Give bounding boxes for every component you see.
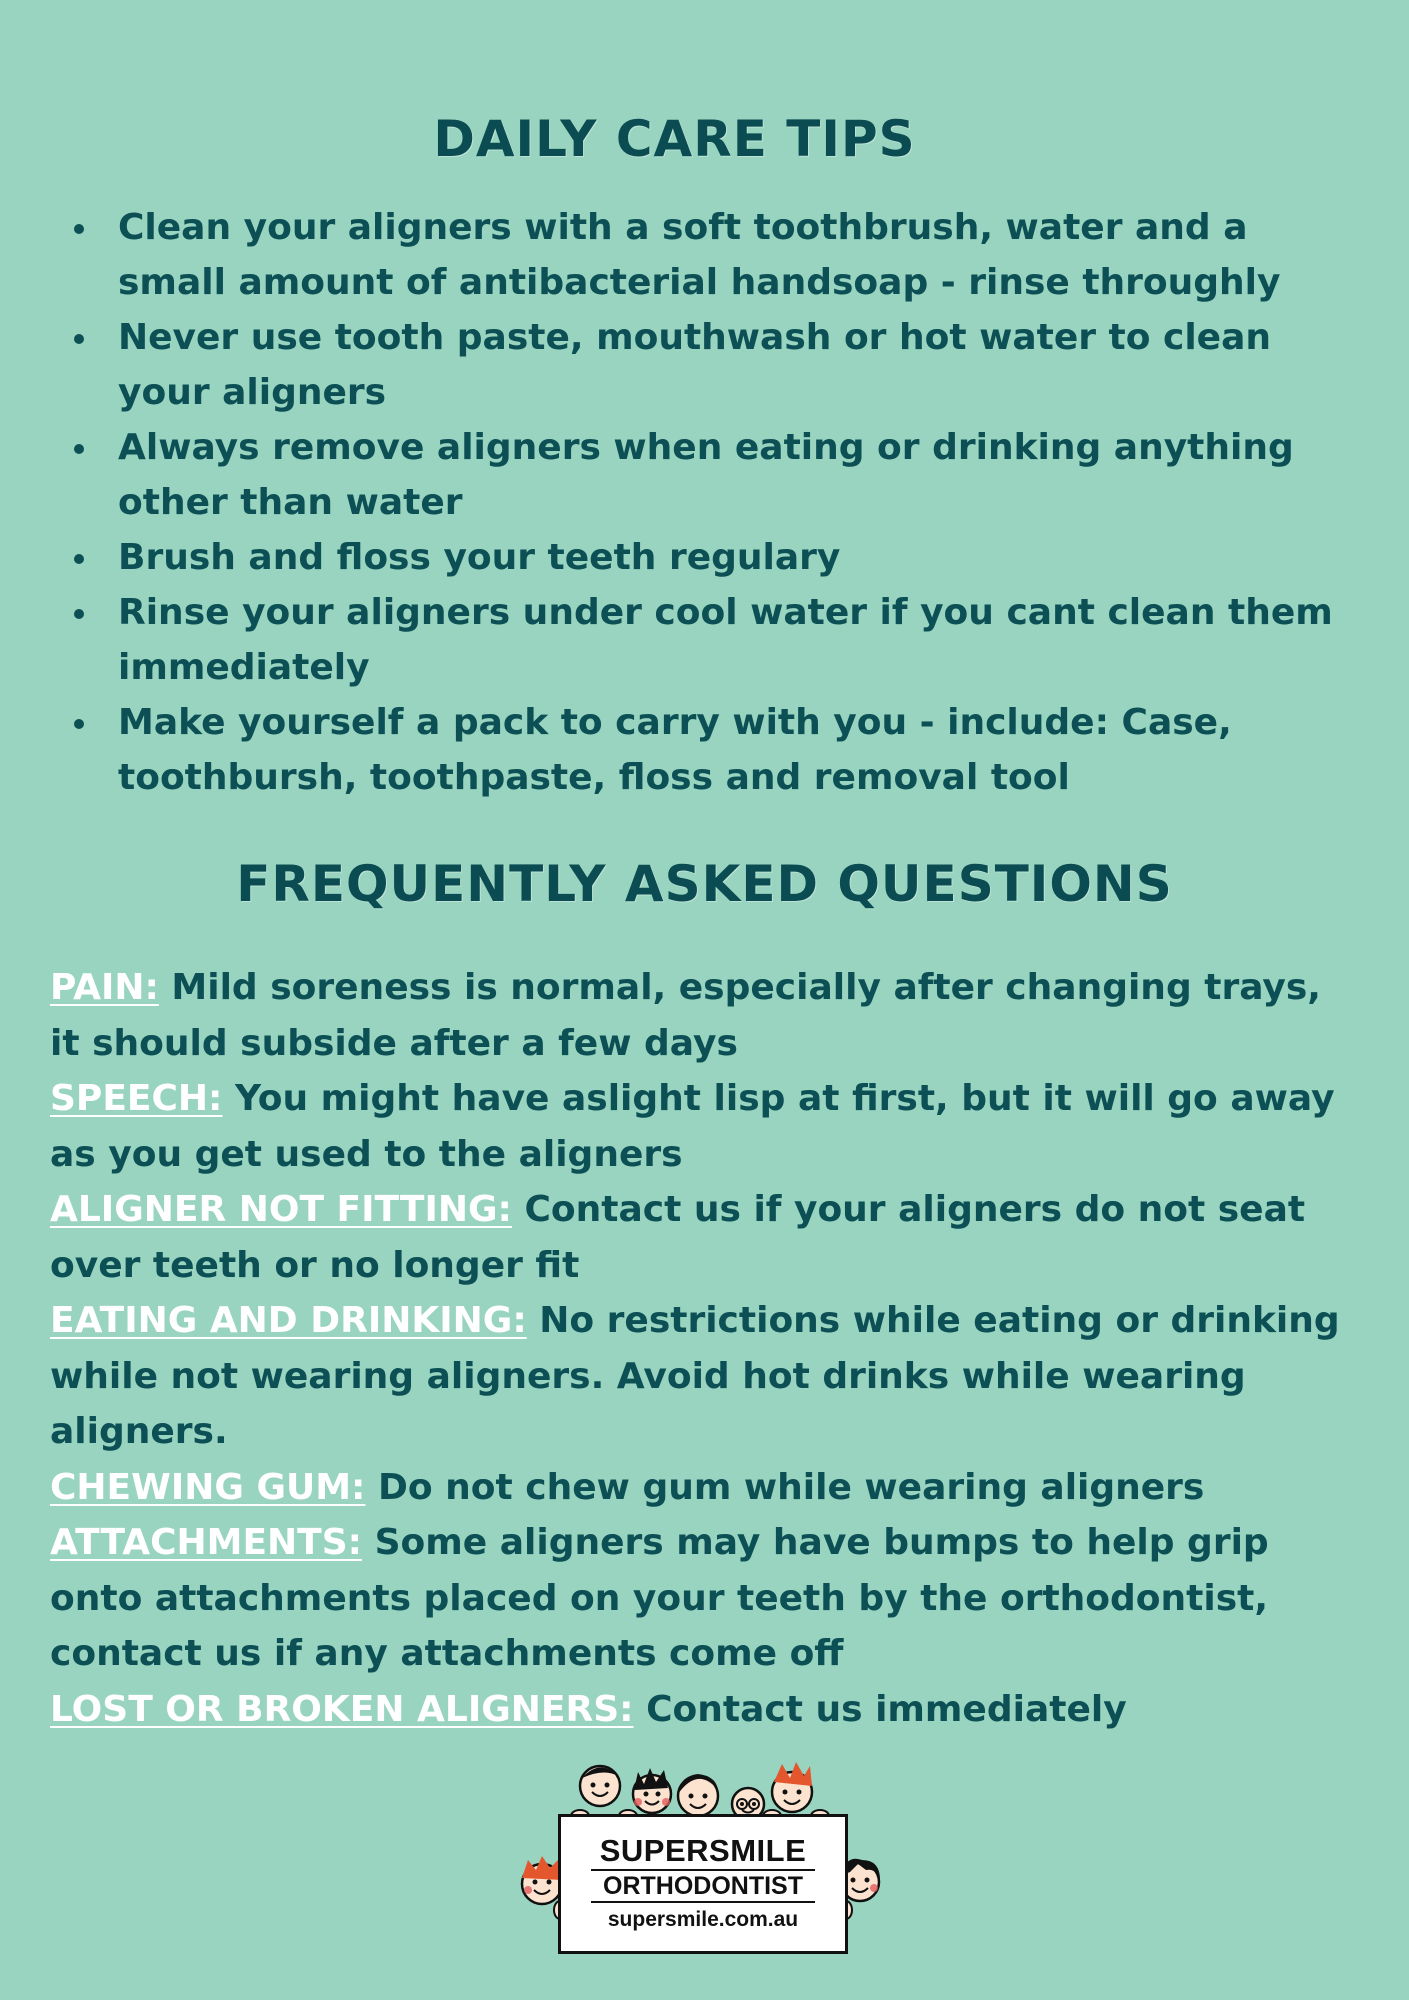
faq-label: LOST OR BROKEN ALIGNERS: xyxy=(50,1688,634,1730)
logo-url: supersmile.com.au xyxy=(607,1908,799,1931)
tip-item: Always remove aligners when eating or drinking anything other than water xyxy=(70,420,1350,530)
supersmile-logo xyxy=(520,1760,890,1960)
faq-label: CHEWING GUM: xyxy=(50,1466,366,1508)
faq-answer: No restrictions while eating or drinking while not wearing aligners. Avoid hot drinks while wearing aligners. xyxy=(50,1300,1340,1452)
faq-item-aligner-not-fitting xyxy=(50,1182,1360,1293)
tip-item: Clean your aligners with a soft toothbrush, water and a small amount of antibacterial handsoap - rinse throughly xyxy=(70,200,1350,310)
faq-label: ATTACHMENTS: xyxy=(50,1522,363,1563)
faq-heading: FREQUENTLY ASKED QUESTIONS xyxy=(236,855,1173,913)
faq-answer: Mild soreness is normal, especially after changing trays, it should subside after a few days xyxy=(50,967,1321,1064)
logo-sign xyxy=(558,1814,848,1954)
faq-label: SPEECH: xyxy=(50,1078,223,1119)
faq-answer: Do not chew gum while wearing aligners xyxy=(378,1466,1205,1508)
daily-care-tips-list xyxy=(70,200,1350,805)
logo-subtitle: ORTHODONTIST xyxy=(591,1869,815,1903)
faq-list xyxy=(50,960,1360,1737)
faq-item-pain xyxy=(50,960,1360,1071)
faq-item-attachments xyxy=(50,1515,1360,1682)
faq-item-lost-broken xyxy=(50,1682,1360,1738)
tip-item: Rinse your aligners under cool water if you cant clean them immediately xyxy=(70,585,1350,695)
logo-name: SUPERSMILE xyxy=(599,1833,807,1868)
tip-item: Brush and floss your teeth regulary xyxy=(70,530,1350,585)
faq-item-eating-drinking xyxy=(50,1293,1360,1460)
faq-label: EATING AND DRINKING: xyxy=(50,1300,527,1341)
faq-label: ALIGNER NOT FITTING: xyxy=(50,1189,512,1230)
faq-label: PAIN: xyxy=(50,967,159,1008)
faq-item-speech xyxy=(50,1071,1360,1182)
faq-answer: Contact us if your aligners do not seat over teeth or no longer fit xyxy=(50,1189,1306,1286)
faq-answer: Some aligners may have bumps to help grip onto attachments placed on your teeth by the orthodontist, contact us if any attachments come off xyxy=(50,1522,1269,1674)
tip-item: Make yourself a pack to carry with you - include: Case, toothbursh, toothpaste, floss and removal tool xyxy=(70,695,1350,805)
faq-answer: Contact us immediately xyxy=(646,1688,1127,1730)
faq-item-chewing-gum xyxy=(50,1460,1360,1516)
tip-item: Never use tooth paste, mouthwash or hot water to clean your aligners xyxy=(70,310,1350,420)
faq-answer: You might have aslight lisp at first, but it will go away as you get used to the aligners xyxy=(50,1078,1335,1175)
daily-care-tips-heading: DAILY CARE TIPS xyxy=(433,110,916,168)
